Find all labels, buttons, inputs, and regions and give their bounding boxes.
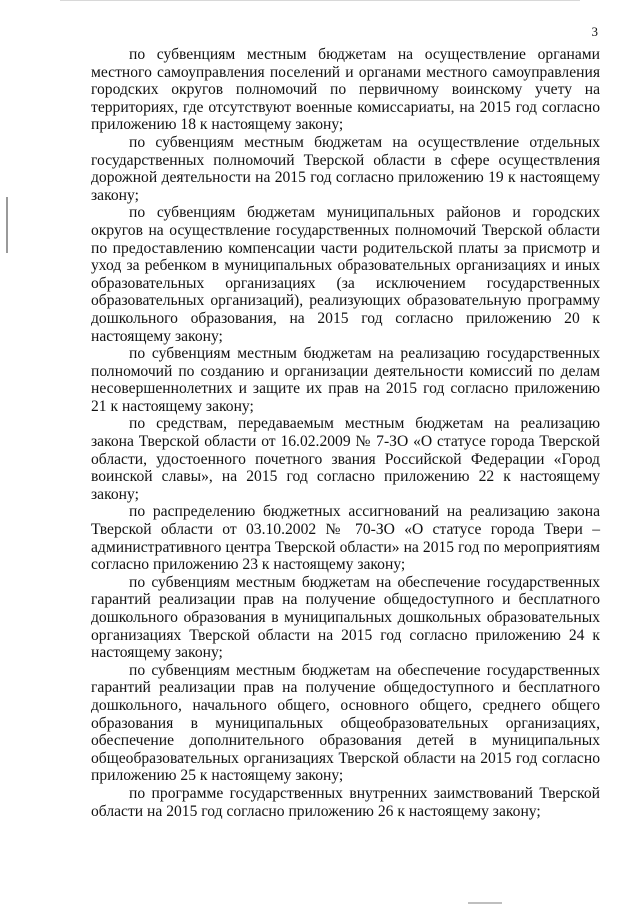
- paragraph: по субвенциям местным бюджетам на реализацию государственных полномочий по созданию и организации деятельности комиссий по делам несовершеннолетних и защите их прав на 2015 год согласно приложению 21 к настоящему закону;: [91, 345, 600, 415]
- paragraph: по субвенциям местным бюджетам на обеспечение государственных гарантий реализации прав на получение общедоступного и бесплатного дошкольного, начального общего, основного общего, среднего общего образования в муниципальных общеобразовательных организациях, обеспечение дополнительного образования детей в муниципальных общеобразовательных организациях Тверской области на 2015 год согласно приложению 25 к настоящему закону;: [91, 661, 600, 785]
- paragraph: по распределению бюджетных ассигнований на реализацию закона Тверской области от 03.10.2002 № 70-ЗО «О статусе города Твери – административного центра Тверской области» на 2015 год по мероприятиям согласно приложению 23 к настоящему закону;: [91, 503, 600, 574]
- paragraph: по субвенциям местным бюджетам на обеспечение государственных гарантий реализации прав на получение общедоступного и бесплатного дошкольного образования в муниципальных дошкольных образовательных организациях Тверской области на 2015 год согласно приложению 24 к настоящему закону;: [91, 573, 600, 662]
- document-body: [91, 46, 600, 820]
- page-number: 3: [591, 24, 598, 39]
- paragraph: по субвенциям местным бюджетам на осуществление отдельных государственных полномочий Тверской области в сфере осуществления дорожной деятельности на 2015 год согласно приложению 19 к настоящему закону;: [91, 133, 600, 204]
- paragraph: по субвенциям бюджетам муниципальных районов и городских округов на осуществление государственных полномочий Тверской области по предоставлению компенсации части родительской платы за присмотр и уход за ребенком в муниципальных образовательных организациях и иных образовательных организациях (за исключением государственных образовательных организаций), реализующих образовательную программу дошкольного образования, на 2015 год согласно приложению 20 к настоящему закону;: [91, 204, 600, 345]
- paragraph: по средствам, передаваемым местным бюджетам на реализацию закона Тверской области от 16.02.2009 № 7-ЗО «О статусе города Тверской области, удостоенного почетного звания Российской Федерации «Город воинской славы», на 2015 год согласно приложению 22 к настоящему закону;: [91, 415, 600, 503]
- left-margin-scan-mark: [6, 197, 8, 253]
- paragraph: по субвенциям местным бюджетам на осуществление органами местного самоуправления поселений и органами местного самоуправления городских округов полномочий по первичному воинскому учету на территориях, где отсутствуют военные комиссариаты, на 2015 год согласно приложению 18 к настоящему закону;: [91, 46, 600, 134]
- top-edge-line: [60, 0, 580, 1]
- bottom-edge-mark: [468, 902, 502, 904]
- paragraph: по программе государственных внутренних заимствований Тверской области на 2015 год согласно приложению 26 к настоящему закону;: [91, 784, 600, 820]
